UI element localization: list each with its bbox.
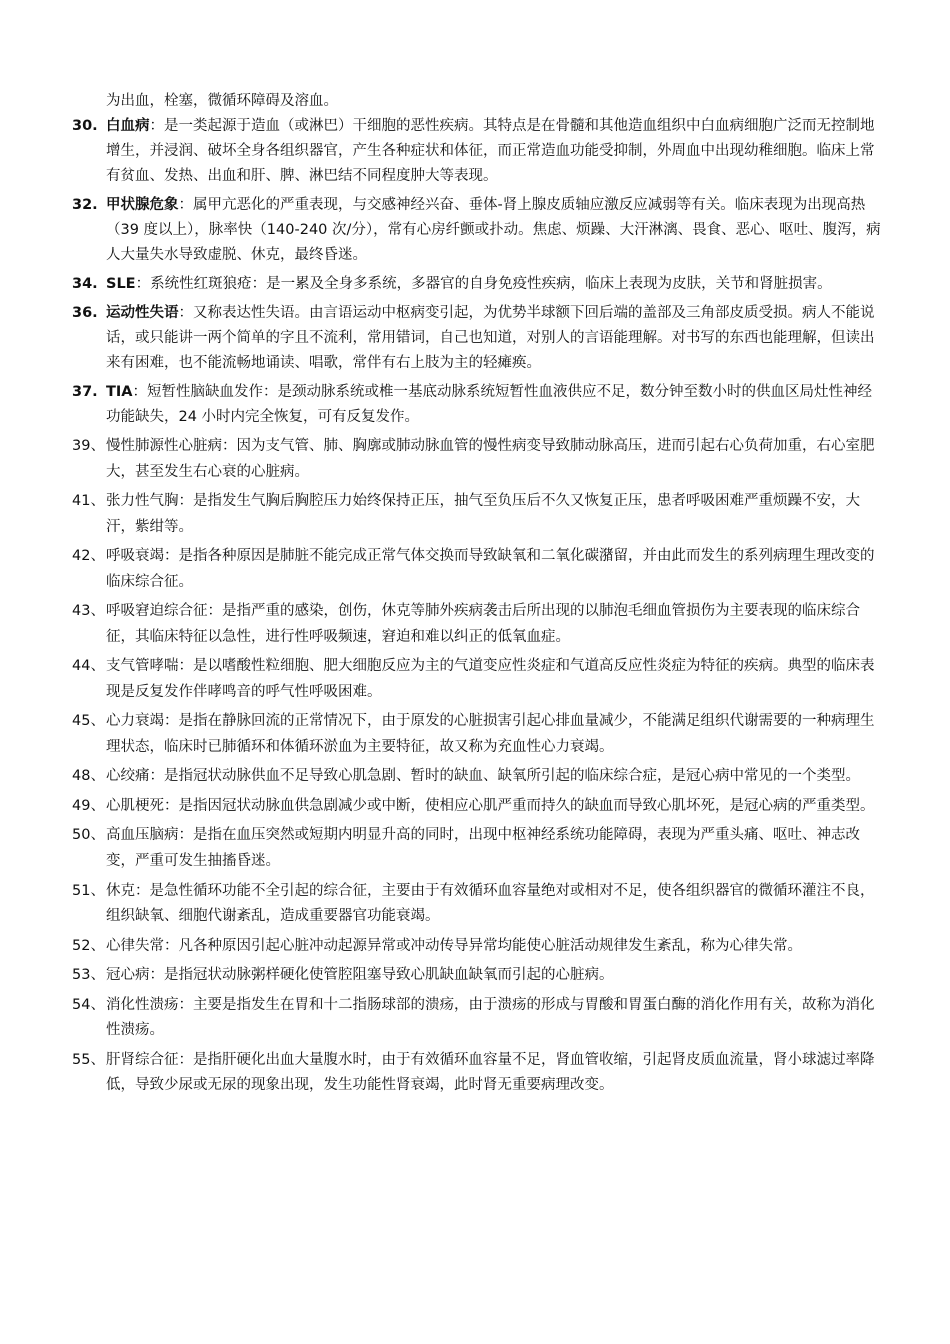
entry-number: 48、 [72,768,105,785]
entry-separator: ： [178,305,193,321]
entry-separator: ： [149,118,164,134]
entry-term: 休克 [106,882,135,899]
entry-definition: 是指冠状动脉粥样硬化使管腔阻塞导致心肌缺血缺氧而引起的心脏病。 [164,967,614,984]
entry-definition: 又称表达性失语。由言语运动中枢病变引起，为优势半球额下回后端的盖部及三角部皮质受损。病人不能说话，或只能讲一两个简单的字且不流利，常用错词，自己也知道，对别人的言语能理解。对书写的东西也能理解，但读出来有困难，也不能流畅地诵读、唱歌，常伴有右上肢为主的轻瘫痪。 [106,305,875,371]
glossary-entry [0,654,886,705]
entry-term: 运动性失语 [106,305,179,321]
entry-term: 心肌梗死 [106,797,164,814]
entry-term: TIA [106,384,133,400]
entry-term: 心绞痛 [106,768,150,785]
entry-number: 44、 [72,658,105,675]
glossary-entry [0,764,886,790]
glossary-entry [0,301,886,376]
entry-term: 呼吸衰竭 [106,548,164,565]
entry-definition: 是以嗜酸性粒细胞、肥大细胞反应为主的气道变应性炎症和气道高反应性炎症为特征的疾病。典型的临床表现是反复发作伴哮鸣音的呼气性呼吸困难。 [106,658,875,700]
entry-number: 52、 [72,937,105,954]
entry-definition: 是指冠状动脉供血不足导致心肌急剧、暂时的缺血、缺氧所引起的临床综合症，是冠心病中常见的一个类型。 [164,768,860,785]
entry-separator: ： [164,713,179,730]
glossary-entry [0,823,886,874]
entry-separator: ： [135,882,150,899]
entry-definition: 是一类起源于造血（或淋巴）干细胞的恶性疾病。其特点是在骨髓和其他造血组织中白血病细胞广泛而无控制地增生，并浸润、破坏全身各组织器官，产生各种症状和体征，而正常造血功能受抑制，外周血中出现幼稚细胞。临床上常有贫血、发热、出血和肝、脾、淋巴结不同程度肿大等表现。 [106,118,875,184]
entry-separator: ： [135,276,151,292]
entry-separator: ： [164,548,179,565]
entry-definition: 是指在血压突然或短期内明显升高的同时，出现中枢神经系统功能障碍，表现为严重头痛、呕吐、神志改变，严重可发生抽搐昏迷。 [106,827,860,870]
glossary-entry [0,114,886,189]
entry-number: 49、 [72,797,105,814]
entry-number: 32. [72,197,98,213]
entry-separator: ： [207,603,222,620]
entry-definition: 系统性红斑狼疮：是一累及全身多系统，多器官的自身免疫性疾病，临床上表现为皮肤，关节和肾脏损害。 [150,276,832,292]
entry-definition: 凡各种原因引起心脏冲动起源异常或冲动传导异常均能使心脏活动规律发生紊乱，称为心律失常。 [178,937,802,954]
glossary-entry [0,599,886,650]
entry-term: 甲状腺危象 [106,197,179,213]
glossary-entry [0,489,886,540]
glossary-entry [0,709,886,760]
entry-definition: 因为支气管、肺、胸廓或肺动脉血管的慢性病变导致肺动脉高压，进而引起右心负荷加重，右心室肥大，甚至发生右心衰的心脏病。 [106,438,875,480]
entry-term: 消化性溃疡 [106,996,179,1013]
entry-number: 43、 [72,603,105,620]
entry-term: 心律失常 [106,937,164,954]
entry-definition: 是指在静脉回流的正常情况下，由于原发的心脏损害引起心排血量减少，不能满足组织代谢需要的一种病理生理状态，临床时已肺循环和体循环淤血为主要特征，故又称为充血性心力衰竭。 [106,713,875,755]
entry-number: 34. [72,276,98,292]
glossary-entry [0,934,886,960]
entry-separator: ： [132,384,148,400]
entry-number: 41、 [72,493,105,510]
glossary-entry [0,879,886,930]
entry-definition: 是指各种原因是肺脏不能完成正常气体交换而导致缺氧和二氧化碳潴留，并由此而发生的系列病理生理改变的临床综合征。 [106,548,875,590]
entry-separator: ： [222,438,237,454]
glossary-entry [0,380,886,430]
entry-separator: ： [178,658,193,675]
entry-separator: ： [149,967,164,984]
glossary-entry [0,963,886,989]
entry-separator: ： [178,827,193,844]
entry-term: 白血病 [106,118,150,134]
glossary-entry [0,272,886,297]
continuation-text: 为出血，栓塞，微循环障碍及溶血。 [106,93,338,109]
entry-term: 肝肾综合征 [106,1051,179,1068]
entry-separator: ： [178,1051,193,1068]
entry-term: 冠心病 [106,967,150,984]
entry-separator: ： [178,197,193,213]
entry-term: SLE [106,276,136,292]
entry-number: 30. [72,118,98,134]
glossary-entry [0,993,886,1044]
entry-definition: 是指发生气胸后胸腔压力始终保持正压，抽气至负压后不久又恢复正压，患者呼吸困难严重烦躁不安，大汗，紫绀等。 [106,493,860,535]
entry-number: 45、 [72,713,105,730]
glossary-list [0,114,950,1103]
entry-number: 39、 [72,438,105,454]
entry-term: 张力性气胸 [106,493,179,510]
entry-term: 高血压脑病 [106,827,179,844]
entry-number: 55、 [72,1051,105,1068]
entry-definition: 主要是指发生在胃和十二指肠球部的溃疡，由于溃疡的形成与胃酸和胃蛋白酶的消化作用有关，故称为消化性溃疡。 [106,996,875,1039]
entry-number: 50、 [72,827,105,844]
entry-definition: 属甲亢恶化的严重表现，与交感神经兴奋、垂体-肾上腺皮质轴应激反应减弱等有关。临床表现为出现高热（39 度以上），脉率快（140-240 次/分），常有心房纤颤或扑动。焦虑、烦躁、大汗淋漓、畏食、恶心、呕吐、腹泻，病人大量失水导致虚脱、休克，最终昏迷。 [106,197,881,263]
entry-number: 53、 [72,967,105,984]
entry-number: 54、 [72,996,105,1013]
entry-number: 42、 [72,548,105,565]
entry-separator: ： [178,996,193,1013]
glossary-entry [0,1048,886,1099]
glossary-entry [0,544,886,595]
glossary-entry [0,193,886,268]
entry-number: 51、 [72,882,105,899]
entry-number: 36. [72,305,98,321]
entry-definition: 是急性循环功能不全引起的综合征，主要由于有效循环血容量绝对或相对不足，使各组织器官的微循环灌注不良，组织缺氧、细胞代谢紊乱，造成重要器官功能衰竭。 [106,882,875,925]
entry-definition: 短暂性脑缺血发作：是颈动脉系统或椎一基底动脉系统短暂性血液供应不足，数分钟至数小时的供血区局灶性神经功能缺失，24 小时内完全恢复，可有反复发作。 [106,384,873,425]
entry-term: 心力衰竭 [106,713,164,730]
entry-separator: ： [149,768,164,785]
entry-definition: 是指肝硬化出血大量腹水时，由于有效循环血容量不足，肾血管收缩，引起肾皮质血流量，肾小球滤过率降低，导致少尿或无尿的现象出现，发生功能性肾衰竭，此时肾无重要病理改变。 [106,1051,875,1094]
entry-separator: ： [178,493,193,510]
entry-term: 慢性肺源性心脏病 [106,438,222,454]
entry-term: 支气管哮喘 [106,658,179,675]
entry-term: 呼吸窘迫综合征 [106,603,208,620]
entry-number: 37. [72,384,98,400]
entry-separator: ： [164,797,179,814]
entry-separator: ： [164,937,179,954]
entry-definition: 是指因冠状动脉血供急剧减少或中断，使相应心肌严重而持久的缺血而导致心肌坏死，是冠心病的严重类型。 [178,797,875,814]
glossary-entry [0,794,886,820]
glossary-entry [0,434,886,485]
entry-definition: 是指严重的感染，创伤，休克等肺外疾病袭击后所出现的以肺泡毛细血管损伤为主要表现的临床综合征，其临床特征以急性，进行性呼吸频速，窘迫和难以纠正的低氧血症。 [106,603,860,645]
